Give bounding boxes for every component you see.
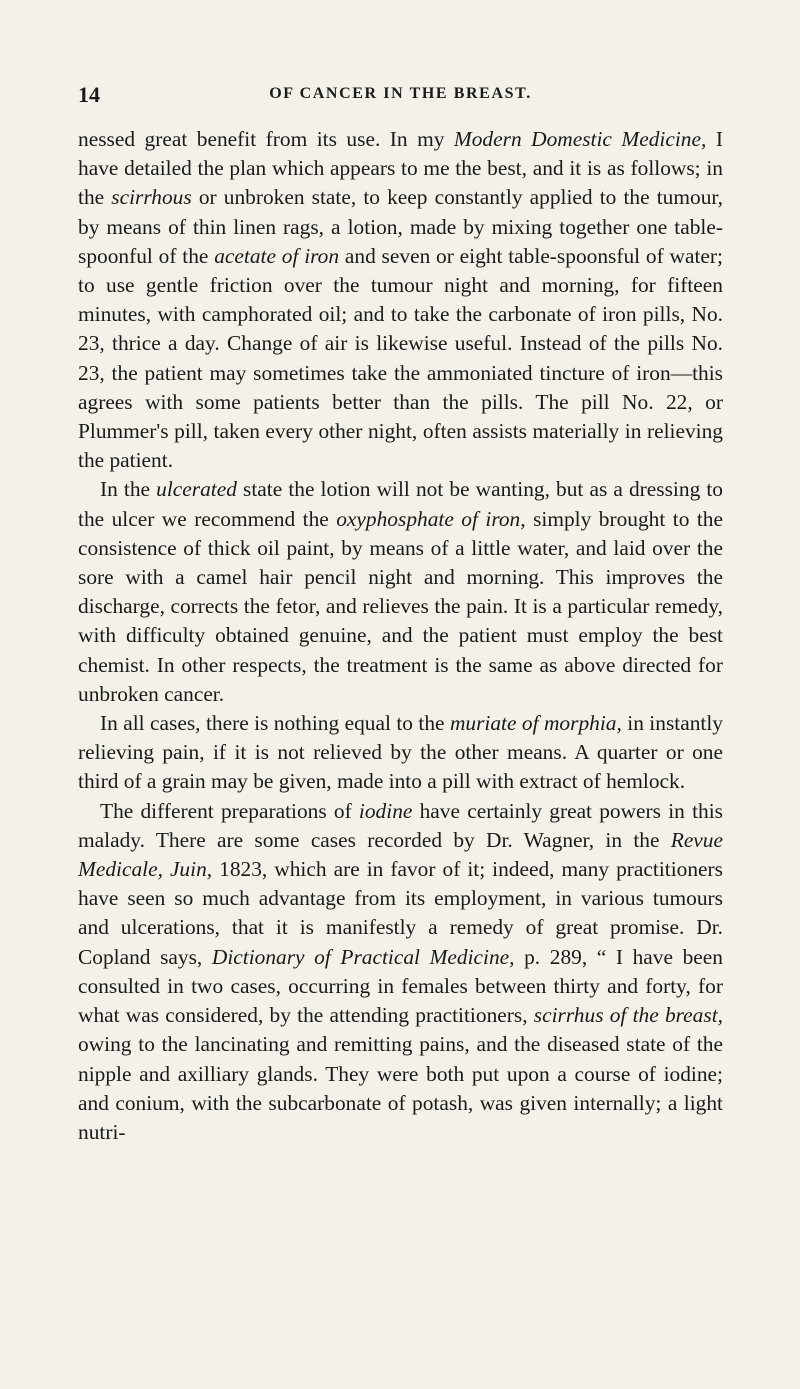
text-segment: owing to the lancinating and remitting pains, and the diseased state of the nipple and axilliary glands. They were both put upon a course of iodine; and conium, with the subcarbonate of potash, was given internally; a light nutri-: [78, 1032, 723, 1144]
italic-text: Dictionary of Practical Medicine,: [211, 944, 515, 969]
running-title: OF CANCER IN THE BREAST.: [269, 85, 532, 102]
italic-text: Modern Domestic Medicine,: [453, 127, 707, 151]
text-segment: nessed great benefit from its use. In my: [78, 127, 454, 151]
page-header: [78, 82, 723, 112]
italic-text: Revue Medicale, Juin,: [78, 827, 723, 882]
page-number: 14: [78, 82, 100, 107]
body-text: [78, 125, 723, 1147]
text-segment: or unbroken state, to keep constantly applied to the tumour, by means of thin linen rags, a lotion, made by mixing together one table-spoonful of the: [78, 185, 723, 268]
paragraph-1: [78, 125, 723, 475]
text-segment: 1823, which are in favor of it; indeed, many practitioners have seen so much advantage from its employment, in various tumours and ulcerations, that it is manifestly a remedy of great promise. Dr. Copland says,: [78, 857, 723, 969]
italic-text: oxyphosphate of iron,: [336, 506, 526, 531]
text-segment: simply brought to the consistence of thick oil paint, by means of a little water, and laid over the sore with a camel hair pencil night and morning. This improves the discharge, corrects the fetor, and relieves the pain. It is a particular remedy, with difficulty obtained genuine, and the patient must employ the best chemist. In other respects, the treatment is the same as above directed for unbroken cancer.: [78, 506, 723, 706]
text-segment: state the lotion will not be wanting, but as a dressing to the ulcer we recommend the: [78, 477, 723, 531]
text-segment: In all cases, there is nothing equal to the: [100, 711, 450, 736]
paragraph-2: [78, 475, 723, 709]
text-segment: in instantly relieving pain, if it is not relieved by the other means. A quarter or one third of a grain may be given, made into a pill with extract of hemlock.: [78, 711, 723, 794]
text-segment: and seven or eight table-spoonsful of water; to use gentle friction over the tumour night and morning, for fifteen minutes, with camphorated oil; and to take the carbonate of iron pills, No. 23, thrice a day. Change of air is likewise useful. Instead of the pills No. 23, the patient may sometimes take the ammoniated tincture of iron—this agrees with some patients better than the pills. The pill No. 22, or Plummer's pill, taken every other night, often assists materially in relieving the patient.: [78, 243, 723, 473]
italic-text: ulcerated: [156, 477, 237, 502]
italic-text: scirrhous: [111, 185, 192, 210]
italic-text: iodine: [358, 798, 413, 823]
italic-text: acetate of iron: [214, 243, 340, 268]
text-segment: The different preparations of: [100, 798, 359, 823]
paragraph-4: [78, 797, 723, 1147]
italic-text: muriate of morphia,: [449, 711, 622, 736]
text-segment: I have detailed the plan which appears to me the best, and it is as follows; in the: [78, 127, 723, 210]
text-segment: have certainly great powers in this malady. There are some cases recorded by Dr. Wagner, in the: [78, 798, 723, 852]
text-segment: In the: [100, 477, 157, 502]
paragraph-3: [78, 709, 723, 797]
text-segment: p. 289, “ I have been consulted in two cases, occurring in females between thirty and forty, for what was considered, by the attending practitioners,: [78, 944, 723, 1028]
italic-text: scirrhus of the breast,: [533, 1003, 723, 1028]
